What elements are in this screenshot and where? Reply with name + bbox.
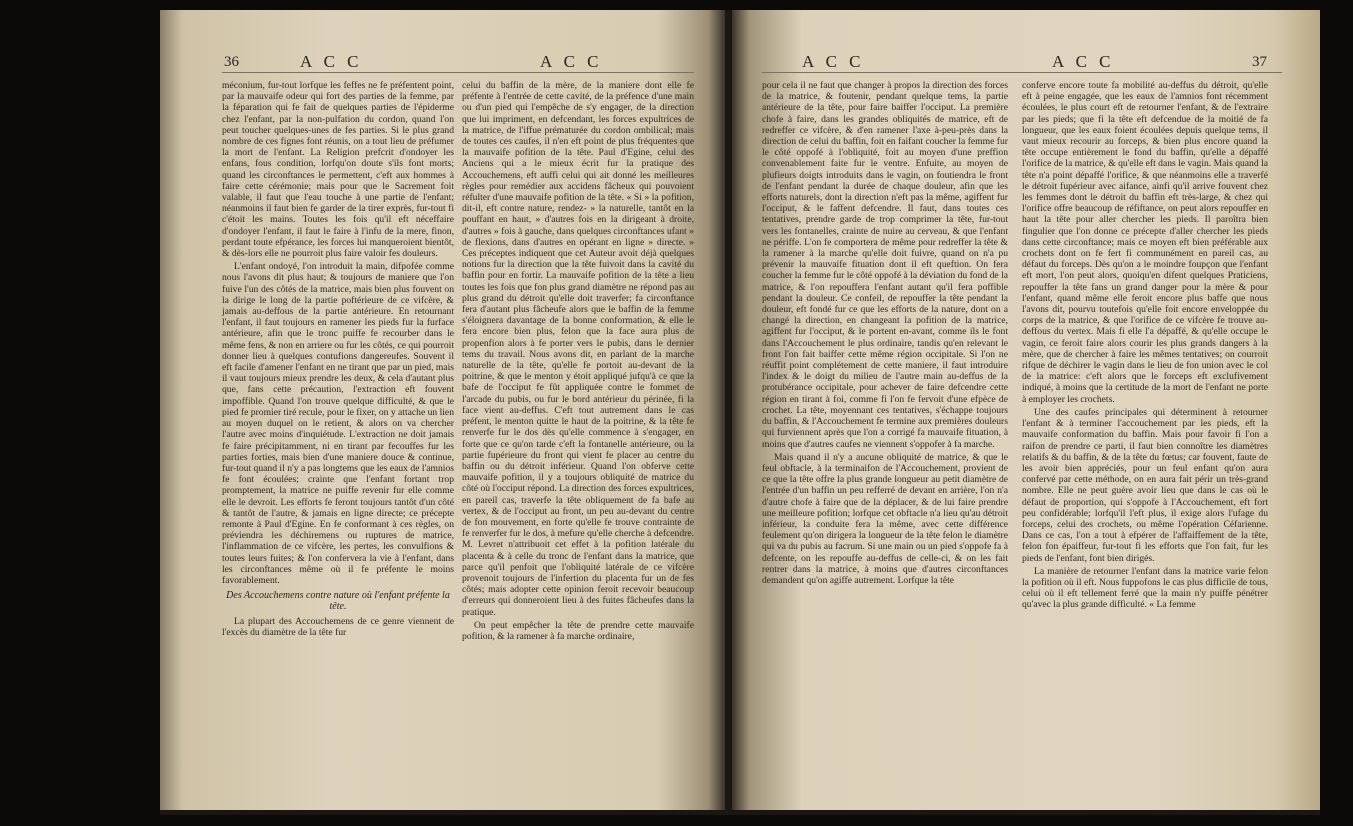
paragraph: celui du baffin de la mère, de la maniere dont elle fe préfente à l'entrée de cette cavité, de la préfence d'une main ou d'un pied qui l'empêche de s'y engager, de la direction que lui impriment, en defcendant, les forces expultrices de la matrice, de l'iffue prématurée du cordon ombilical; mais de toutes ces caufes, il n'en eft point de plus fréquentes que la mauvaife pofition de la tête. Paul d'Egine, celui des Anciens qui a le mieux écrit fur la pratique des Accouchemens, eft auffi celui qui ait donné les meilleures règles pour remédier aux accidens fâcheux qui pouvoient réfulter d'une mauvaife pofition de la tête. « Si » la pofition, dit-il, eft contre nature, rendez- » la naturelle, tantôt en la pouffant en haut, » d'autres fois en la dirigeant à droite, d'autres » fois à gauche, dans quelques circonftances ufant » de flexions, dans d'autres en opérant en ligne » directe. » Ces préceptes indiquent que cet Auteur avoit déjà quelques notions fur la direction que la tête fuivoit dans la cavité du baffin pour en fortir. La mauvaife pofition de la tête a lieu toutes les fois que fon plus grand diamètre ne répond pas au plus grand du détroit qu'elle doit traverfer; fa circonftance fera d'autant plus fâcheufe alors que le baffin de la femme s'éloignera davantage de la bonne conformation, & elle le fera encore bien plus, felon que la face aura plus de propenfion alors à fe porter vers le pubis, dans le dernier tems du travail. Nous avons dit, en parlant de la marche naturelle de la tête, qu'elle fe portoit au-devant de la poitrine, & que le menton y étoit appliqué jufqu'à ce que la bafe de l'occiput fe fût appliquée contre le fommet de l'arcade du pubis, ou fur le bord antérieur du périnée, fi la face vient au-deffus. C'eft tout autrement dans le cas préfent, le menton quitte le haut de la poitrine, & la tête fe renverfe fur le dos dès qu'elle commence à s'engager, en forte que ce qu'on tarde c'eft la fontanelle antérieure, ou la partie fupérieure du front qui vient fe placer au centre du baffin ou du détroit inférieur. Quand l'on obferve cette mauvaife pofition, il y a toujours obliquité de matrice du côté où l'occiput répond. La direction des forces expultrices, en pareil cas, traverfe la tête obliquement de fa bafe au vertex, & de l'occiput au front, un peu au-devant du centre de fon mouvement, en forte qu'elle fe trouve contrainte de fe renverfer fur le dos, à mefure qu'elle cherche à defcendre. M. Levret n'attribuoit cet effet à la pofition latérale du placenta & à celle du tronc de l'enfant dans la matrice, que parce qu'il penfoit que l'obliquité latérale de ce vifcère provenoit toujours de l'infertion du placenta fur un de fes côtés; mais adopter cette opinion feroit recevoir beaucoup d'erreurs qui donneroient lieu à des fuites fâcheufes dans la pratique. bbox=[462, 80, 694, 618]
left-page-column-1 bbox=[222, 80, 454, 640]
page-number-left: 36 bbox=[224, 54, 239, 70]
running-header-left-1: A C C bbox=[300, 52, 363, 71]
header-rule bbox=[222, 72, 694, 73]
right-page bbox=[732, 10, 1320, 810]
paragraph: conferve encore toute fa mobilité au-deffus du détroit, qu'elle eft à peine engagée, que les eaux de l'amnios font récemment écoulées, le plus court eft de retourner l'enfant, & de l'extraire par les pieds; que fi la tête eft defcendue de la moitié de fa longueur, que les eaux foient écoulées depuis quelque tems, il vaut mieux recourir au forceps, & bien plus encore quand la tête occupe entièrement le fond du baffin, qu'elle a dépaffé l'orifice de la matrice, & qu'elle eft dans le vagin. Mais quand la tête n'a point dépaffé l'orifice, & que néanmoins elle a traverfé le détroit fupérieur avec aifance, ainfi qu'il arrive fouvent chez les femmes dont le détroit du baffin eft très-large, & chez qui l'orifice offre beaucoup de réfiftance, on peut alors repouffer en haut la tête pour aller chercher les pieds. Il paroîtra bien fingulier que l'on donne ce précepte d'aller chercher les pieds dans cette circonftance; mais ce moyen eft bien préférable aux crochets dont on fe fert fi communément en pareil cas, au défaut du forceps. Dès qu'on a le moindre foupçon que l'enfant eft mort, l'on peut alors, quoiqu'en difent quelques Praticiens, repouffer la tête fans un grand danger pour la mère & pour l'enfant, quand même elle feroit encore plus baffe que nous l'avons dit, pourvu toutefois qu'elle foit encore enveloppée du corps de la matrice, & que l'orifice de ce vifcère fe trouve au-deffous du vertex. Mais fi elle l'a dépaffé, & qu'elle occupe le vagin, ce feroit faire alors courir les plus grands dangers à la mère, que de chercher à faire les mêmes tentatives; on courroit rifque de déchirer le vagin dans le lieu de fon union avec le col de la matrice: c'eft alors que le forceps eft exclufivement indiqué, à moins que la certitude de la mort de l'enfant ne porte à employer les crochets. bbox=[1022, 80, 1268, 405]
page-number-right: 37 bbox=[1252, 54, 1267, 70]
right-page-column-2 bbox=[1022, 80, 1268, 613]
running-header-right-2: A C C bbox=[1052, 52, 1115, 71]
paragraph: La manière de retourner l'enfant dans la matrice varie felon la pofition où il eft. Nous fuppofons le cas plus difficile de tous, celui où il eft tellement ferré que la main n'y puiffe pénétrer qu'avec la plus grande difficulté. « La femme bbox=[1022, 565, 1268, 611]
paragraph: La plupart des Accouchemens de ce genre viennent de l'excès du diamètre de la tête fur bbox=[222, 615, 454, 638]
paragraph: Une des caufes principales qui déterminent à retourner l'enfant & à terminer l'accouchement par les pieds, eft la mauvaife conformation du baffin. Mais pour favoir fi l'on a raifon de prendre ce parti, il faut bien connoître les diamètres relatifs & du baffin, & de la tête du fœtus; car fouvent, faute de les avoir bien appréciés, pour un feul enfant qu'on aura confervé par cette méthode, on en aura fait périr un très-grand nombre. Elle ne peut guère avoir lieu que dans le cas où le défaut de proportion, qui s'oppofe à l'Accouchement, eft fort peu confidérable; lorfqu'il l'eft plus, il exige alors l'ufage du forceps, celui des crochets, ou même l'opération Céfarienne. Dans ce cas, l'on a tout à efpérer de l'affaiffement de la tête, felon fon épaiffeur, fur-tout fi les efforts que l'on fait, fur les pieds de l'enfant, font bien dirigés. bbox=[1022, 406, 1268, 564]
paragraph: L'enfant ondoyé, l'on introduit la main, difpofée comme nous l'avons dit plus haut; & toujours de maniere que l'on fuive l'un des côtés de la matrice, mais bien plus fouvent on la dirige le long de la partie poftérieure de ce vifcère, & jamais au-deffous de la partie antérieure. En retournant l'enfant, il faut toujours en ramener les pieds fur la furface antérieure, afin que le tronc puiffe fe recourber dans le même fens, & non en arriere ou fur les côtés, ce qui pourroit donner lieu à quelques contufions dangereufes. Souvent il eft facile d'amener l'enfant en ne tirant que par un pied, mais il vaut toujours mieux prendre les deux, & cela d'autant plus que, fans cette précaution, l'extraction eft fouvent impoffible. Quand l'on trouve quelque difficulté, & que le pied fe promier tiré recule, pour le fixer, on y attache un lien au moyen duquel on le retient, & alors on va chercher l'autre avec moins d'inquiétude. L'extraction ne doit jamais fe faire précipitamment, ni en tirant par fecouffes fur les parties forties, mais bien d'une maniere douce & continue, fur-tout quand il n'y a pas longtems que les eaux de l'amnios fe font écoulées; crainte que l'enfant fortant trop promptement, la matrice ne puiffe revenir fur elle comme elle le devroit. Les efforts fe feront toujours tantôt d'un côté & tantôt de l'autre, & jamais en ligne directe; ce précepte remonte à Paul d'Egine. En fe conformant à ces règles, on préviendra les déchiremens ou ruptures de matrice, l'inflammation de ce vifcère, les pertes, les convulfions & toutes leurs fuites; & l'on confervera la vie à l'enfant, dans les circonftances même où il fe préfente le moins favorablement. bbox=[222, 261, 455, 586]
running-header-left-2: A C C bbox=[540, 52, 603, 71]
paragraph: pour cela il ne faut que changer à propos la direction des forces de la matrice, & foutenir, pendant quelque tems, la partie antérieure de la tête, pour faire baiffer l'occiput. La première chofe à faire, dans les grandes obliquités de matrice, eft de redreffer ce vifcère, & d'en ramener l'axe à-peu-près dans la direction de celui du baffin, foit en faifant coucher la femme fur le côté oppofé à l'obliquité, foit au moyen d'une preffion convenablement faite fur le ventre. Enfuite, au moyen de plufieurs doigts introduits dans le vagin, on foutiendra le front de l'enfant pendant la durée de chaque douleur, afin que les efforts naturels, dont la direction n'eft pas la même, agiffent fur l'occiput, & le faffent defcendre. Il faut, dans toutes ces tentatives, prendre garde de trop comprimer la tête, fur-tout vers les fontanelles, crainte de nuire au cerveau, & que l'enfant ne périffe. L'on fe comportera de même pour redreffer la tête & la ramener à la marche qu'elle doit fuivre, quand on n'a pu prévenir la mauvaife fituation dont il eft queftion. On fera coucher la femme fur le côté oppofé à la déviation du fond de la matrice, & l'on repouffera l'enfant autant qu'il fera poffible pendant la douleur. Ce confeil, de repouffer la tête pendant la douleur, eft fondé fur ce que les efforts de la nature, dont on a changé la direction, en changeant la pofition de la matrice, agiffent fur l'occiput, & le portent en-avant, comme ils le font dans l'Accouchement le plus ordinaire, tandis qu'en relevant le front l'on fait baiffer cette même région occipitale. Si l'on ne réuffit point complétement de cette maniere, il faut introduire l'index & le doigt du milieu de l'autre main au-deffus de la protubérance occipitale, pour achever de faire defcendre cette région en tirant à foi, comme fi l'on fe fervoit d'une efpèce de crochet. La tête, moyennant ces tentatives, s'échappe toujours du baffin, & l'Accouchement fe termine aux premières douleurs qui furviennent après que l'on a corrigé fa mauvaife fituation, à moins que d'autres caufes ne viennent s'oppofer à fa marche. bbox=[762, 80, 1008, 450]
running-header-right-1: A C C bbox=[802, 52, 865, 71]
book-spread bbox=[160, 10, 1320, 815]
paragraph: Mais quand il n'y a aucune obliquité de matrice, & que le feul obftacle, à la terminaifon de l'Accouchement, provient de ce que la tête offre la plus grande longueur au petit diamètre de l'entrée d'un baffin un peu refferré de devant en arrière, l'on n'a d'autre chofe à faire que de la déplacer, & de lui faire prendre une meilleure pofition; lorfque cet obftacle n'a lieu qu'au détroit inférieur, la conduite fera la même, avec cette différence feulement qu'on dirigera la longueur de la tête felon le diamètre qui va du pubis au facrum. Si une main ou un pied s'oppofe fa à defcente, on les repouffe au-deffus de celle-ci, & on les fait rentrer dans la matrice, à moins que d'autres circonftances demandent qu'on agiffe autrement. Lorfque la tête bbox=[762, 451, 1008, 586]
paragraph: méconium, fur-tout lorfque les feffes ne fe préfentent point, par la mauvaife odeur qui fort des parties de la femme, par la féparation qui fe fait de quelques parties de l'épiderme chez l'enfant, par la non-pulfation du cordon, quand l'on peut toucher quelques-unes de fes parties. Si le plus grand nombre de ces fignes font réunis, on a tout lieu de préfumer la mort de l'enfant. La Religion prefcrit d'ondoyer les enfans, fous condition, lorfqu'on doute s'ils font morts; quand les circonftances le permettent, c'eft aux hommes à faire cette cérémonie; mais pour que le Sacrement foit valable, il faut que l'eau touche à une partie de l'enfant; néanmoins il faut bien fe garder de la tirer exprès, fur-tout fi c'étoit les mains. Toutes les fois qu'il eft néceffaire d'ondoyer l'enfant, il faut le faire à l'infu de la mere, finon, perdant toute efpérance, les forces lui manqueroient bientôt, & dès-lors elle ne pourroit plus faire valoir fes douleurs. bbox=[222, 80, 454, 260]
left-page-column-2 bbox=[462, 80, 694, 644]
right-page-column-1 bbox=[762, 80, 1008, 588]
section-heading: Des Accouchemens contre nature où l'enfant préfente la tête. bbox=[226, 590, 450, 613]
paragraph: On peut empêcher la tête de prendre cette mauvaife pofition, & la ramener à fa marche ordinaire, bbox=[462, 619, 694, 642]
left-page bbox=[160, 10, 725, 810]
header-rule bbox=[762, 72, 1282, 73]
